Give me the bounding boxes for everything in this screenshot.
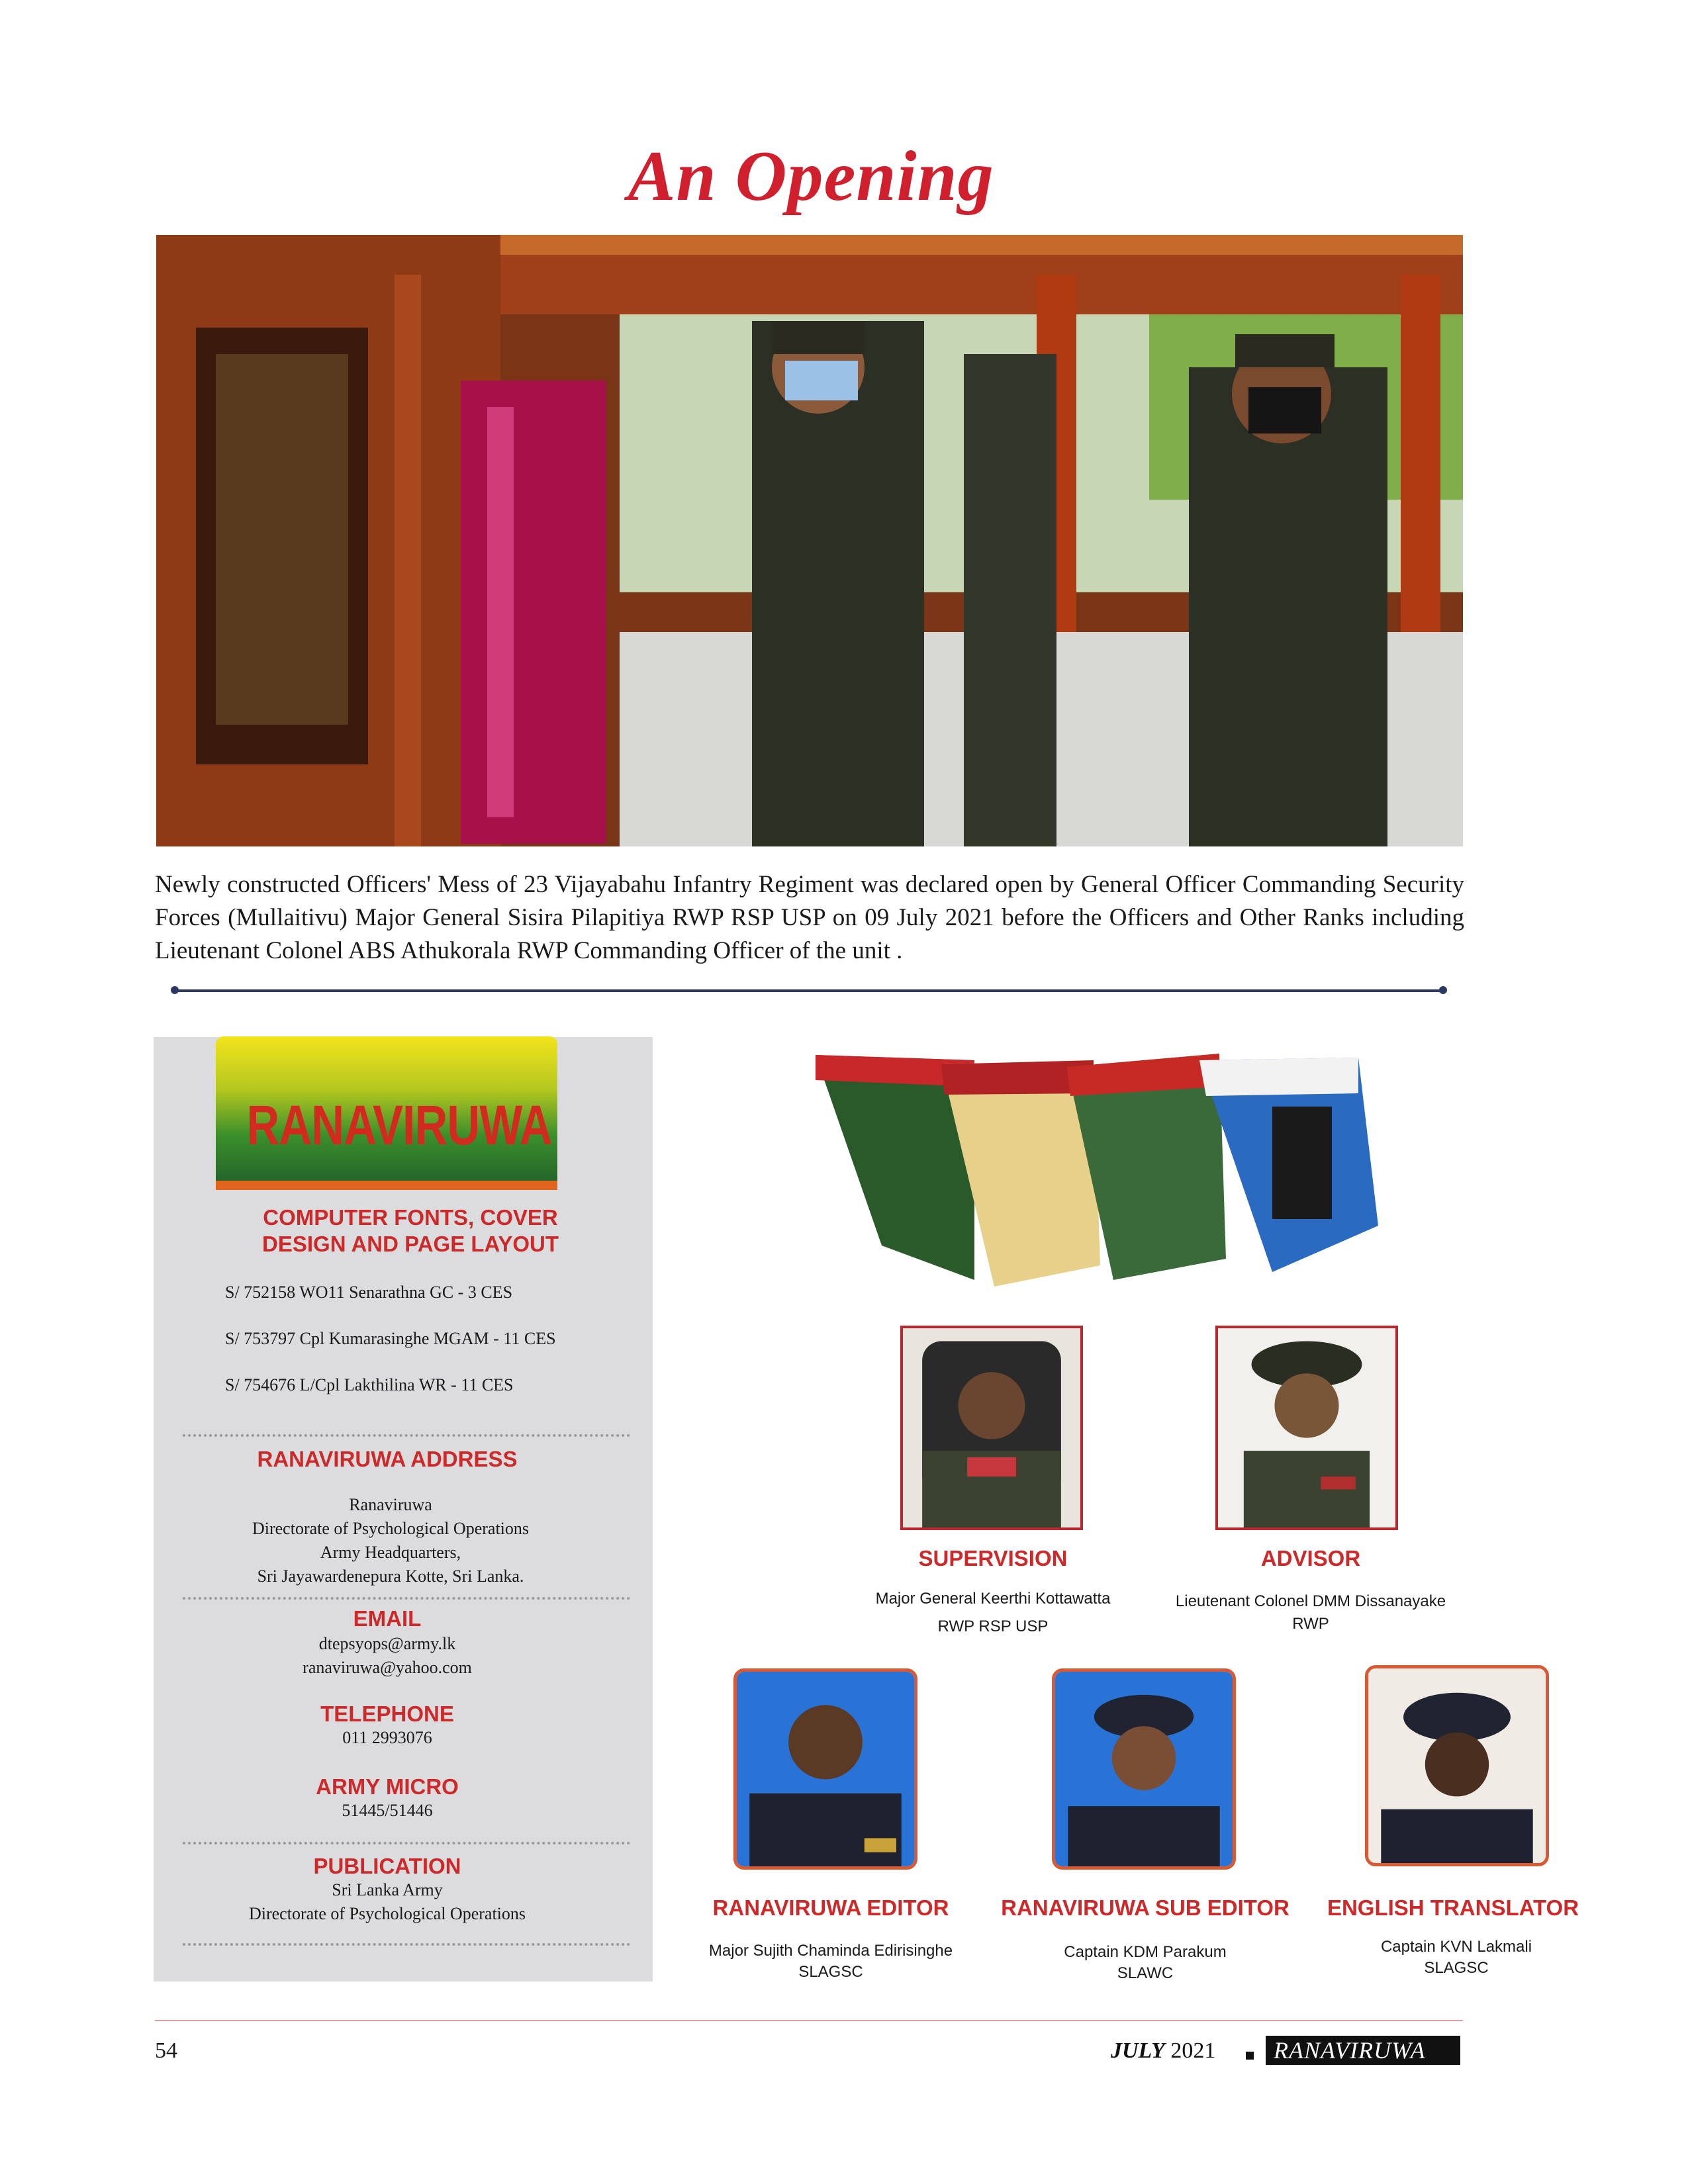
staff-name: Lieutenant Colonel DMM Dissanayake xyxy=(1175,1592,1446,1610)
editor-portrait xyxy=(733,1668,917,1870)
page-number: 54 xyxy=(155,2038,177,2063)
divider-dot-left xyxy=(171,986,179,994)
staff-post-nominals: SLAGSC xyxy=(1424,1959,1489,1977)
layout-heading-line-1: COMPUTER FONTS, COVER xyxy=(263,1205,558,1230)
section-divider xyxy=(173,989,1443,992)
dotted-separator xyxy=(183,1434,630,1437)
crew-member: S/ 753797 Cpl Kumarasinghe MGAM - 11 CES xyxy=(225,1329,556,1348)
staff-post-nominals: SLAGSC xyxy=(798,1963,863,1981)
footer-square-bullet xyxy=(1246,2052,1254,2060)
crew-member: S/ 754676 L/Cpl Lakthilina WR - 11 CES xyxy=(225,1375,514,1394)
dotted-separator xyxy=(183,1842,630,1844)
role-title: ENGLISH TRANSLATOR xyxy=(1327,1895,1579,1920)
staff-post-nominals: SLAWC xyxy=(1117,1964,1174,1982)
photo-caption: Newly constructed Officers' Mess of 23 Vijayabahu Infantry Regiment was declared open by General Officer Commanding Security Forces (Mullaitivu) Major General Sisira Pilapitiya RWP RSP USP on 09 July 2021 before the Officers and Other Ranks including Lieutenant Colonel ABS Athukorala RWP Commanding Officer of the unit . xyxy=(155,871,1464,964)
role-title: ADVISOR xyxy=(1260,1546,1361,1570)
supervision-portrait xyxy=(900,1326,1083,1530)
dotted-separator xyxy=(183,1943,630,1946)
address-line: Army Headquarters, xyxy=(320,1543,461,1562)
issue-month: JULY xyxy=(1111,2038,1165,2063)
magazine-covers-image xyxy=(809,1047,1467,1287)
footer-rule xyxy=(155,2020,1463,2021)
army-micro-heading: ARMY MICRO xyxy=(316,1774,459,1799)
role-title: RANAVIRUWA SUB EDITOR xyxy=(1001,1895,1289,1920)
army-micro-number: 51445/51446 xyxy=(342,1801,433,1820)
staff-name: Captain KDM Parakum xyxy=(1064,1943,1227,1961)
telephone-heading: TELEPHONE xyxy=(320,1702,454,1726)
address-heading: RANAVIRUWA ADDRESS xyxy=(257,1447,518,1471)
logo-underline xyxy=(216,1181,557,1190)
translator-portrait xyxy=(1365,1665,1549,1866)
role-title: SUPERVISION xyxy=(918,1546,1068,1570)
staff-name: Captain KVN Lakmali xyxy=(1380,1938,1532,1956)
address-line: Sri Jayawardenepura Kotte, Sri Lanka. xyxy=(257,1567,524,1586)
advisor-portrait xyxy=(1215,1326,1398,1530)
staff-post-nominals: RWP xyxy=(1292,1615,1329,1633)
email-address: dtepsyops@army.lk xyxy=(318,1634,456,1653)
article-title: An Opening xyxy=(628,137,994,216)
logo-text: RANAVIRUWA xyxy=(246,1094,552,1156)
staff-name: Major Sujith Chaminda Edirisinghe xyxy=(708,1942,953,1960)
role-title: RANAVIRUWA EDITOR xyxy=(712,1895,949,1920)
footer-magazine-name: RANAVIRUWA xyxy=(1266,2036,1460,2065)
opening-ceremony-photo xyxy=(156,235,1463,846)
email-address: ranaviruwa@yahoo.com xyxy=(303,1658,472,1677)
ranaviruwa-logo xyxy=(216,1036,557,1189)
issue-date xyxy=(1111,2038,1215,2064)
dotted-separator xyxy=(183,1597,630,1600)
divider-dot-right xyxy=(1439,986,1447,994)
publication-line: Sri Lanka Army xyxy=(332,1880,443,1899)
layout-heading-line-2: DESIGN AND PAGE LAYOUT xyxy=(262,1232,559,1256)
address-line: Ranaviruwa xyxy=(349,1495,432,1514)
telephone-number: 011 2993076 xyxy=(342,1728,432,1747)
issue-year: 2021 xyxy=(1170,2038,1216,2063)
staff-post-nominals: RWP RSP USP xyxy=(937,1617,1049,1635)
staff-name: Major General Keerthi Kottawatta xyxy=(875,1590,1111,1608)
publication-line: Directorate of Psychological Operations xyxy=(248,1904,526,1923)
crew-member: S/ 752158 WO11 Senarathna GC - 3 CES xyxy=(225,1283,513,1302)
address-line: Directorate of Psychological Operations xyxy=(252,1519,530,1538)
sub-editor-portrait xyxy=(1052,1668,1236,1870)
email-heading: EMAIL xyxy=(353,1606,422,1631)
publication-heading: PUBLICATION xyxy=(313,1854,461,1878)
